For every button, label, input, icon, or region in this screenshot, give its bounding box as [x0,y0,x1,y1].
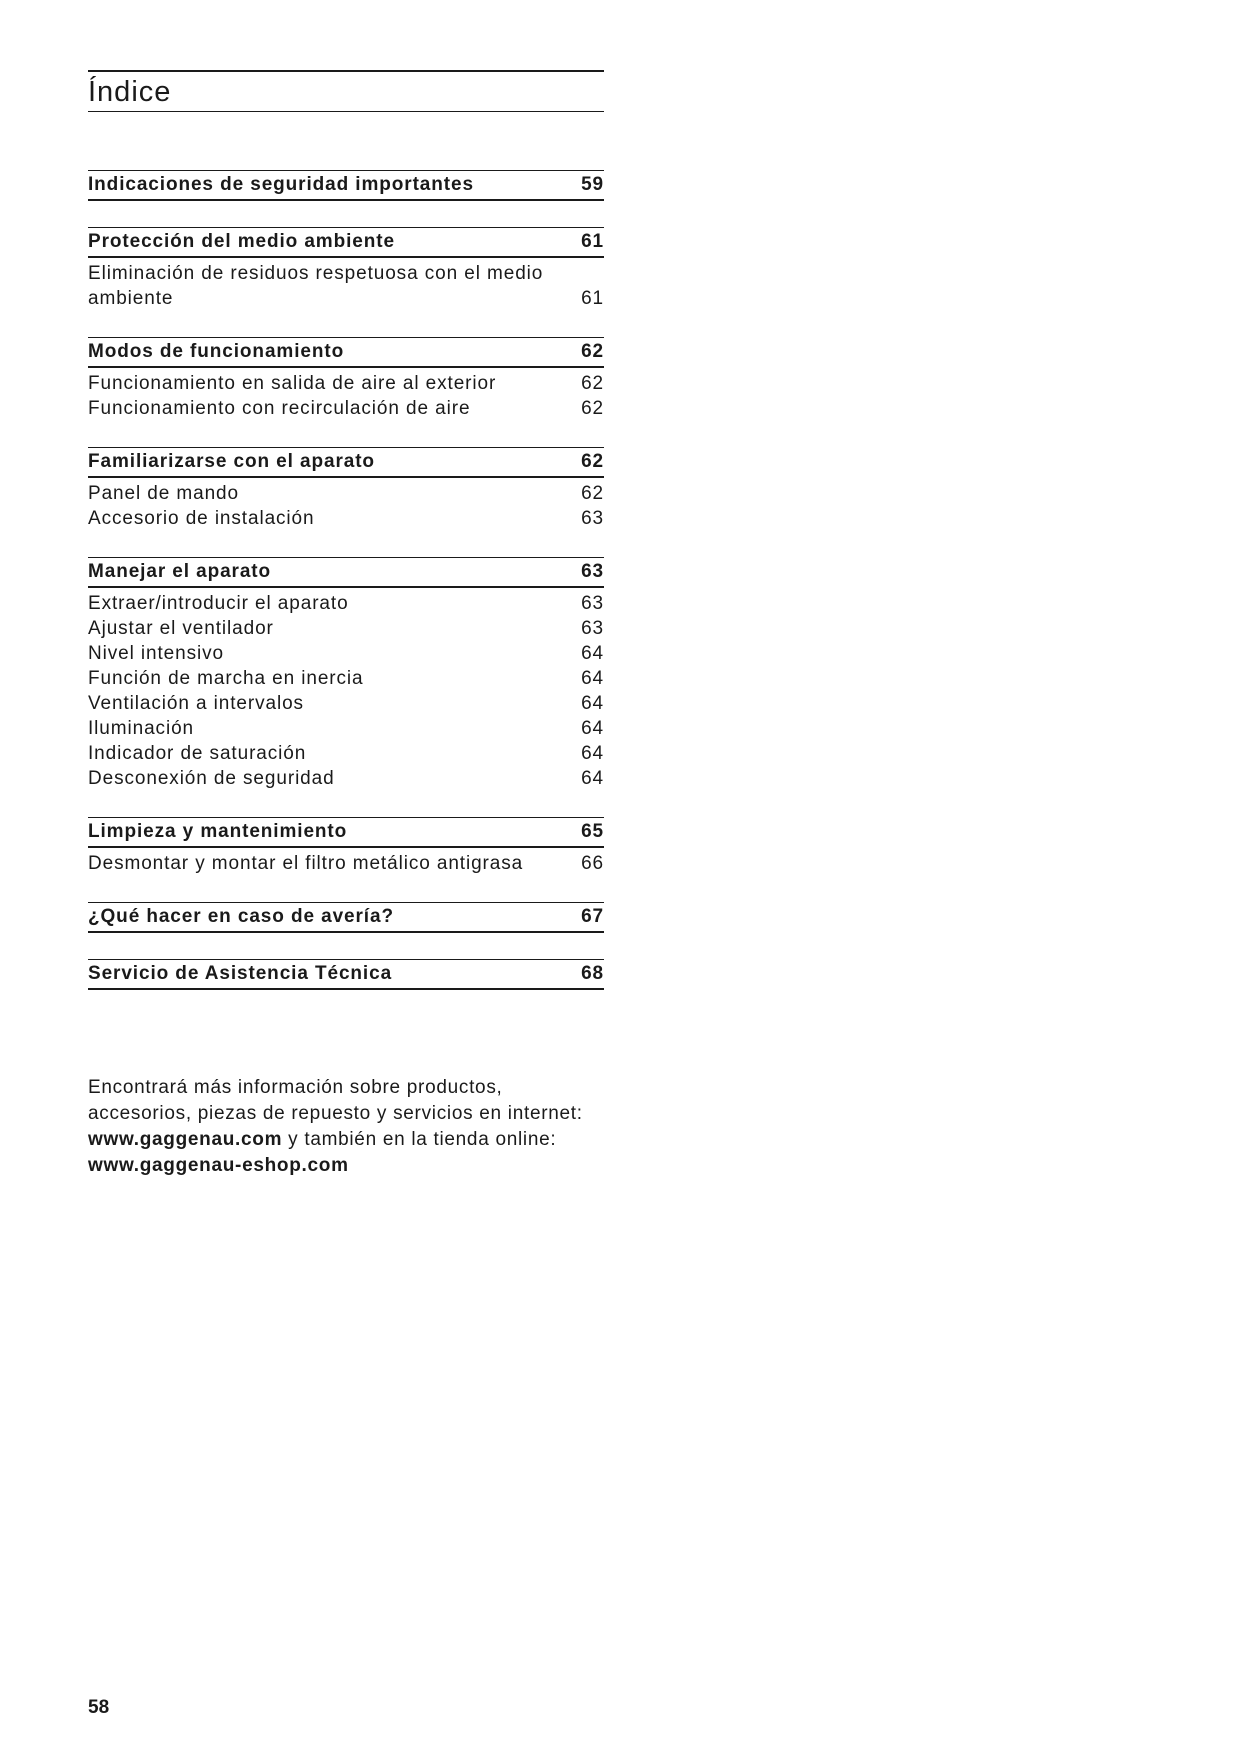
toc-entry-page: 61 [581,288,604,309]
toc-entry[interactable] [88,506,604,531]
gaggenau-eshop-link[interactable]: www.gaggenau-eshop.com [88,1155,349,1176]
page-title: Índice [88,76,172,108]
toc-section-page: 68 [581,963,604,984]
toc-entry-title: Accesorio de instalación [88,508,315,529]
more-info-paragraph [88,1075,628,1179]
toc-entry-page: 66 [581,853,604,874]
toc-entry-list [88,478,604,531]
toc-section-heading[interactable] [88,170,604,201]
toc-section-page: 62 [581,341,604,362]
toc-section-title: ¿Qué hacer en caso de avería? [88,906,394,927]
toc-section-title: Manejar el aparato [88,561,272,582]
toc-section-title: Protección del medio ambiente [88,231,395,252]
toc-entry-title: Ventilación a intervalos [88,693,304,714]
toc-section-title: Limpieza y mantenimiento [88,821,348,842]
toc-entry[interactable] [88,766,604,791]
toc-section-title: Modos de funcionamiento [88,341,345,362]
table-of-contents [88,170,604,1016]
toc-entry-title: Funcionamiento en salida de aire al exterior [88,373,497,394]
toc-entry-title: Panel de mando [88,483,239,504]
page-number: 58 [88,1697,110,1718]
toc-entry-title: Función de marcha en inercia [88,668,364,689]
toc-section [88,447,604,531]
toc-entry[interactable] [88,666,604,691]
toc-entry-page: 63 [581,508,604,529]
toc-entry-page: 63 [581,593,604,614]
toc-entry-page: 62 [581,373,604,394]
toc-section-page: 63 [581,561,604,582]
more-info-line-2: accesorios, piezas de repuesto y servicios en internet: [88,1103,583,1124]
toc-entry[interactable] [88,741,604,766]
toc-entry[interactable] [88,371,604,396]
toc-entry-list [88,588,604,791]
toc-entry-list [88,848,604,876]
toc-section-title: Indicaciones de seguridad importantes [88,174,474,195]
toc-section-title: Familiarizarse con el aparato [88,451,375,472]
more-info-line-4 [88,1153,628,1179]
toc-entry-page: 62 [581,398,604,419]
toc-entry[interactable] [88,396,604,421]
toc-entry-page: 64 [581,643,604,664]
toc-section-page: 61 [581,231,604,252]
toc-entry[interactable] [88,591,604,616]
toc-section-page: 67 [581,906,604,927]
toc-entry-title: Extraer/introducir el aparato [88,593,349,614]
toc-entry[interactable] [88,851,604,876]
toc-entry[interactable] [88,616,604,641]
toc-section-heading[interactable] [88,447,604,478]
toc-entry-title: Indicador de saturación [88,743,307,764]
toc-entry-page: 63 [581,618,604,639]
toc-entry-page: 62 [581,483,604,504]
toc-section [88,557,604,791]
toc-section [88,227,604,311]
more-info-line-3 [88,1127,628,1153]
toc-entry-page: 64 [581,718,604,739]
toc-section-heading[interactable] [88,557,604,588]
toc-section-title: Servicio de Asistencia Técnica [88,963,393,984]
toc-entry-title: Nivel intensivo [88,643,224,664]
toc-entry-title: Desconexión de seguridad [88,768,335,789]
toc-entry[interactable] [88,716,604,741]
toc-entry-title: Desmontar y montar el filtro metálico antigrasa [88,853,524,874]
toc-entry[interactable] [88,691,604,716]
toc-entry[interactable] [88,261,604,311]
toc-section-heading[interactable] [88,902,604,933]
toc-section-heading[interactable] [88,817,604,848]
gaggenau-link[interactable]: www.gaggenau.com [88,1129,283,1150]
toc-entry-page: 64 [581,693,604,714]
toc-entry-page: 64 [581,743,604,764]
more-info-line-3-suffix: y también en la tienda online: [282,1129,557,1150]
toc-entry-title: Iluminación [88,718,195,739]
toc-section [88,902,604,933]
toc-entry-title: Eliminación de residuos respetuosa con el medio ambiente [88,263,544,309]
toc-section [88,170,604,201]
toc-section-page: 59 [581,174,604,195]
toc-section-heading[interactable] [88,227,604,258]
toc-section-page: 62 [581,451,604,472]
toc-section [88,337,604,421]
toc-entry-title: Funcionamiento con recirculación de aire [88,398,471,419]
title-bar [88,70,604,112]
toc-entry-list [88,258,604,311]
toc-entry-title: Ajustar el ventilador [88,618,274,639]
toc-entry[interactable] [88,641,604,666]
more-info-line-1: Encontrará más información sobre productos, [88,1077,503,1098]
toc-entry-page: 64 [581,668,604,689]
toc-entry[interactable] [88,481,604,506]
toc-entry-page: 64 [581,768,604,789]
toc-entry-list [88,368,604,421]
toc-section [88,959,604,990]
toc-section [88,817,604,876]
toc-section-heading[interactable] [88,337,604,368]
toc-section-heading[interactable] [88,959,604,990]
toc-section-page: 65 [581,821,604,842]
